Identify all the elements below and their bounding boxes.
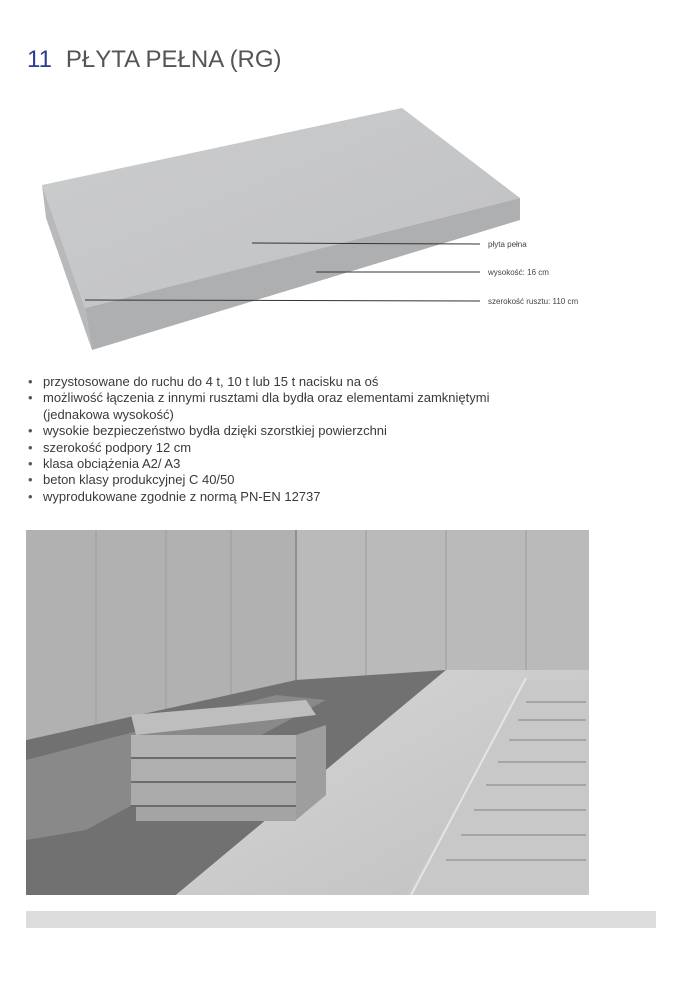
feature-item: • klasa obciążenia A2/ A3: [26, 456, 586, 472]
section-title: PŁYTA PEŁNA (RG): [65, 46, 282, 73]
feature-item: • beton klasy produkcyjnej C 40/50: [26, 472, 586, 488]
feature-item: • przystosowane do ruchu do 4 t, 10 t lub 15 t nacisku na oś: [26, 374, 586, 390]
feature-item: • wysokie bezpieczeństwo bydła dzięki szorstkiej powierzchni: [26, 423, 586, 439]
feature-item: • wyprodukowane zgodnie z normą PN-EN 12737: [26, 489, 586, 505]
feature-item-continuation: (jednakowa wysokość): [43, 406, 174, 422]
footer-bar: [26, 911, 656, 928]
label-plyta-pelna: płyta pełna: [488, 240, 527, 249]
feature-item: • możliwość łączenia z innymi rusztami dla bydła oraz elementami zamkniętymi: [26, 390, 586, 406]
concrete-barn-slats-photo: [26, 530, 589, 895]
page-title: [27, 46, 282, 74]
slab-illustration: [30, 100, 650, 365]
feature-item: • szerokość podpory 12 cm: [26, 440, 586, 456]
slab-diagram: [30, 100, 650, 365]
label-wysokosc: wysokość: 16 cm: [488, 268, 549, 277]
label-szerokosc: szerokość rusztu: 110 cm: [488, 297, 579, 306]
section-number: 11: [27, 46, 52, 73]
installation-photo: [26, 530, 589, 895]
feature-list: [26, 374, 586, 505]
